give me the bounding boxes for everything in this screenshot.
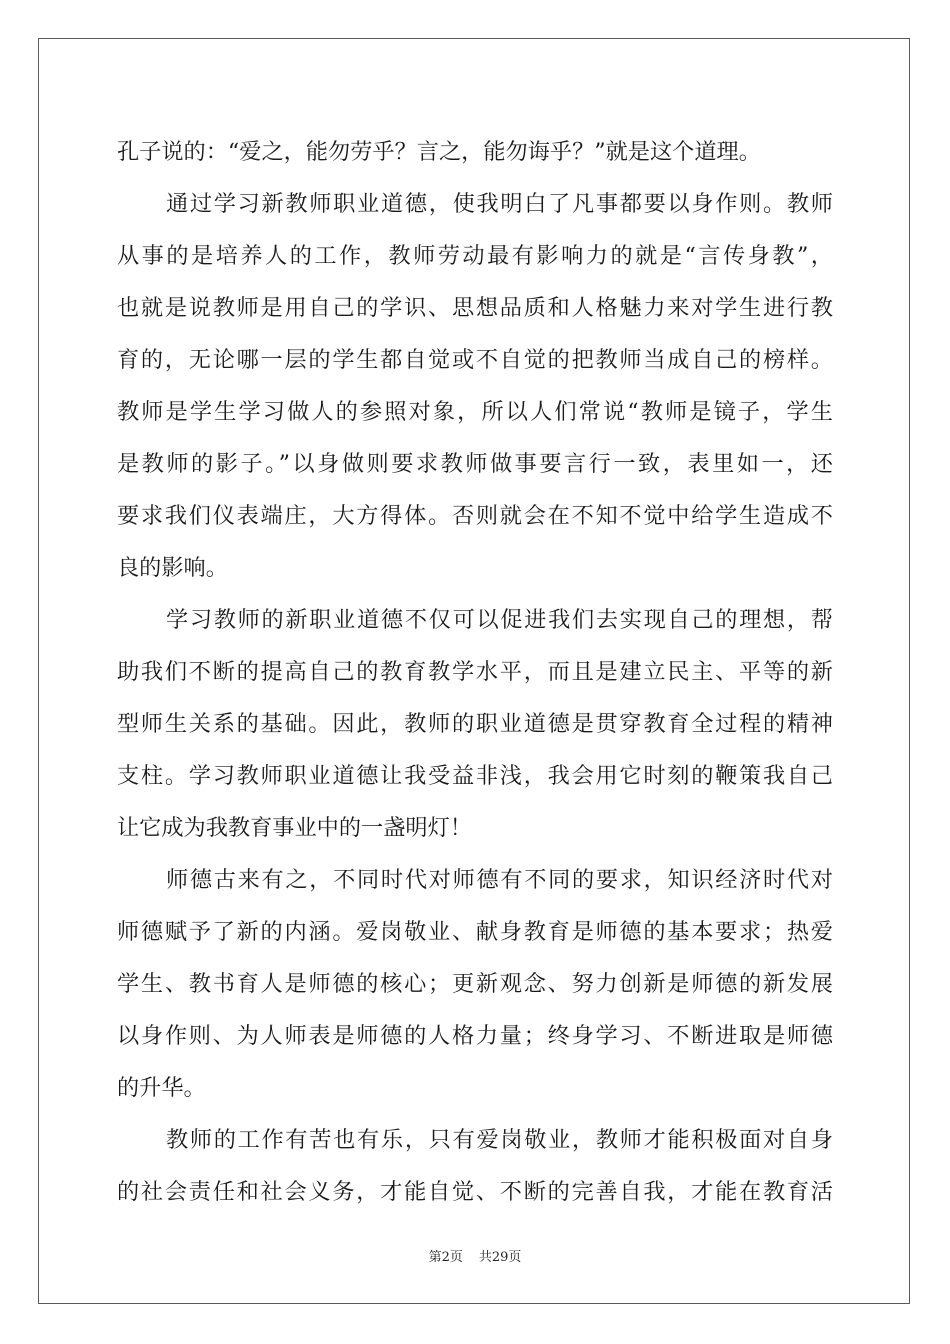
paragraph-start-line: 通过学习新教师职业道德，使我明白了凡事都要以身作则。教师 bbox=[166, 191, 833, 217]
text-line: 要求我们仪表端庄，大方得体。否则就会在不知不觉中给学生造成不 bbox=[117, 503, 833, 529]
page-number: 第2页 bbox=[428, 1250, 463, 1265]
text-line: 的升华。 bbox=[117, 1075, 206, 1101]
text-line: 支柱。学习教师职业道德让我受益非浅，我会用它时刻的鞭策我自己 bbox=[117, 763, 833, 789]
text-line: 助我们不断的提高自己的教育教学水平，而且是建立民主、平等的新 bbox=[117, 659, 833, 685]
text-line: 学生、教书育人是师德的核心；更新观念、努力创新是师德的新发展 bbox=[117, 971, 833, 997]
text-line: 师德赋予了新的内涵。爱岗敬业、献身教育是师德的基本要求；热爱 bbox=[117, 919, 833, 945]
text-line: 孔子说的：“爱之，能勿劳乎？言之，能勿诲乎？”就是这个道理。 bbox=[117, 139, 761, 165]
text-line: 的社会责任和社会义务，才能自觉、不断的完善自我，才能在教育活 bbox=[117, 1179, 833, 1205]
text-line: 从事的是培养人的工作，教师劳动最有影响力的就是“言传身教”， bbox=[117, 243, 833, 269]
text-line: 教师是学生学习做人的参照对象，所以人们常说“教师是镜子，学生 bbox=[117, 399, 833, 425]
text-line: 是教师的影子。”以身做则要求教师做事要言行一致，表里如一，还 bbox=[117, 451, 833, 477]
text-line: 型师生关系的基础。因此，教师的职业道德是贯穿教育全过程的精神 bbox=[117, 711, 833, 737]
document-body bbox=[117, 126, 833, 1218]
text-line: 也就是说教师是用自己的学识、思想品质和人格魅力来对学生进行教 bbox=[117, 295, 833, 321]
text-line: 育的，无论哪一层的学生都自觉或不自觉的把教师当成自己的榜样。 bbox=[117, 347, 833, 373]
paragraph-start-line: 师德古来有之，不同时代对师德有不同的要求，知识经济时代对 bbox=[166, 867, 833, 893]
page-footer bbox=[0, 1246, 950, 1265]
paragraph-start-line: 教师的工作有苦也有乐，只有爱岗敬业，教师才能积极面对自身 bbox=[166, 1127, 833, 1153]
text-line: 以身作则、为人师表是师德的人格力量；终身学习、不断进取是师德 bbox=[117, 1023, 833, 1049]
page-total: 共29页 bbox=[478, 1250, 522, 1265]
paragraph-start-line: 学习教师的新职业道德不仅可以促进我们去实现自己的理想，帮 bbox=[166, 607, 833, 633]
text-line: 良的影响。 bbox=[117, 555, 228, 581]
text-line: 让它成为我教育事业中的一盏明灯！ bbox=[117, 815, 472, 841]
